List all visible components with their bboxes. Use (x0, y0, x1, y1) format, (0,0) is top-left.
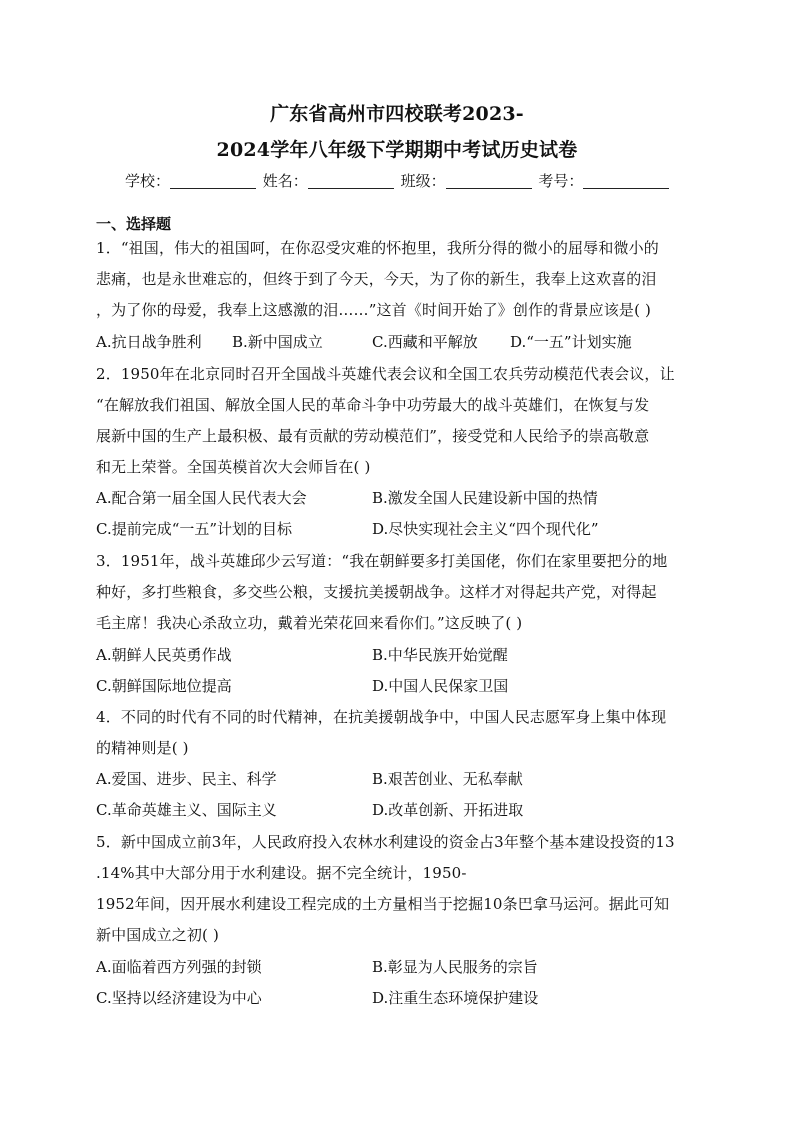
question-5-option-c[interactable]: C.坚持以经济建设为中心 (96, 989, 262, 1007)
exam-number-label: 考号： (538, 172, 584, 190)
question-1-option-b[interactable]: B.新中国成立 (232, 333, 323, 351)
student-info-fields (125, 171, 685, 193)
school-blank[interactable] (170, 173, 256, 189)
question-2-option-a[interactable]: A.配合第一届全国人民代表大会 (96, 489, 307, 507)
question-4-line-1: 4．不同的时代有不同的时代精神，在抗美援朝战争中，中国人民志愿军身上集中体现 (96, 708, 667, 726)
question-1-option-c[interactable]: C.西藏和平解放 (372, 333, 478, 351)
section-title: 一、选择题 (96, 215, 172, 233)
question-2-option-d[interactable]: D.尽快实现社会主义“四个现代化” (372, 520, 599, 538)
question-5-line-2: .14%其中大部分用于水利建设。据不完全统计，1950- (96, 864, 467, 882)
question-1-line-2: 悲痛，也是永世难忘的，但终于到了今天，今天，为了你的新生，我奉上这欢喜的泪 (96, 270, 657, 288)
question-1-line-3: ，为了你的母爱，我奉上这感激的泪……”这首《时间开始了》创作的背景应该是( ) (96, 301, 651, 319)
question-3-option-b[interactable]: B.中华民族开始觉醒 (372, 646, 508, 664)
name-blank[interactable] (308, 173, 394, 189)
exam-title-line-1: 广东省高州市四校联考2023- (270, 103, 524, 125)
question-4-option-a[interactable]: A.爱国、进步、民主、科学 (96, 770, 277, 788)
question-2-option-b[interactable]: B.激发全国人民建设新中国的热情 (372, 489, 598, 507)
question-5-option-a[interactable]: A.面临着西方列强的封锁 (96, 958, 262, 976)
question-2-line-2: “在解放我们祖国、解放全国人民的革命斗争中功劳最大的战斗英雄们，在恢复与发 (96, 396, 650, 414)
name-label: 姓名： (262, 172, 308, 190)
question-5-option-d[interactable]: D.注重生态环境保护建设 (372, 989, 539, 1007)
question-3-line-2: 种好，多打些粮食，多交些公粮，支援抗美援朝战争。这样才对得起共产党，对得起 (96, 583, 657, 601)
question-3-option-d[interactable]: D.中国人民保家卫国 (372, 677, 509, 695)
question-2-line-1: 2．1950年在北京同时召开全国战斗英雄代表会议和全国工农兵劳动模范代表会议，让 (96, 365, 675, 383)
question-3-line-1: 3．1951年，战斗英雄邱少云写道：“我在朝鲜要多打美国佬，你们在家里要把分的地 (96, 552, 668, 570)
class-blank[interactable] (446, 173, 532, 189)
question-4-line-2: 的精神则是( ) (96, 739, 189, 757)
question-3-option-a[interactable]: A.朝鲜人民英勇作战 (96, 646, 232, 664)
question-2-line-4: 和无上荣誉。全国英模首次大会师旨在( ) (96, 458, 371, 476)
question-5-line-3: 1952年间，因开展水利建设工程完成的土方量相当于挖掘10条巴拿马运河。据此可知 (96, 895, 670, 913)
question-2-option-c[interactable]: C.提前完成“一五”计划的目标 (96, 520, 293, 538)
question-3-option-c[interactable]: C.朝鲜国际地位提高 (96, 677, 232, 695)
question-5-line-4: 新中国成立之初( ) (96, 926, 219, 944)
question-1-option-d[interactable]: D.“一五”计划实施 (510, 333, 632, 351)
exam-number-blank[interactable] (583, 173, 669, 189)
question-2-line-3: 展新中国的生产上最积极、最有贡献的劳动模范们”，接受党和人民给予的崇高敬意 (96, 427, 650, 445)
question-1-line-1: 1．“祖国，伟大的祖国呵，在你忍受灾难的怀抱里，我所分得的微小的屈辱和微小的 (96, 239, 659, 257)
question-4-option-b[interactable]: B.艰苦创业、无私奉献 (372, 770, 523, 788)
question-5-option-b[interactable]: B.彰显为人民服务的宗旨 (372, 958, 538, 976)
exam-title-line-2: 2024学年八年级下学期期中考试历史试卷 (216, 139, 578, 161)
school-label: 学校： (125, 172, 171, 190)
class-label: 班级： (400, 172, 446, 190)
question-5-line-1: 5．新中国成立前3年，人民政府投入农林水利建设的资金占3年整个基本建设投资的13 (96, 833, 675, 851)
question-4-option-c[interactable]: C.革命英雄主义、国际主义 (96, 801, 277, 819)
question-1-option-a[interactable]: A.抗日战争胜利 (96, 333, 202, 351)
question-4-option-d[interactable]: D.改革创新、开拓进取 (372, 801, 524, 819)
question-3-line-3: 毛主席！我决心杀敌立功，戴着光荣花回来看你们。”这反映了( ) (96, 614, 523, 632)
